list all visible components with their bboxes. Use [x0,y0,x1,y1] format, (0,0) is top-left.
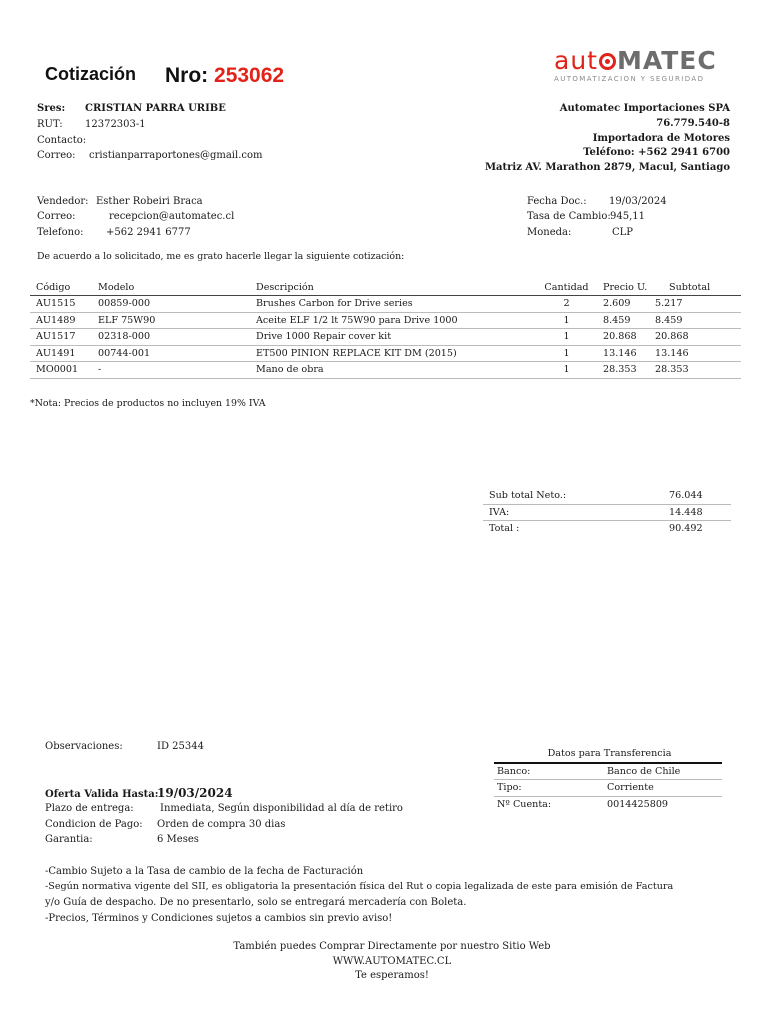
client-email: cristianparraportones@gmail.com [89,150,263,161]
company-rut: 76.779.540-8 [656,118,730,129]
company-line: Importadora de Motores [592,133,730,144]
client-email-label: Correo: [37,150,76,161]
quote-number-label: Nro: [165,64,209,87]
item-description: Drive 1000 Repair cover kit [256,331,392,343]
quote-number-value: 253062 [214,64,285,87]
document-title: Cotización [45,64,137,84]
bank-transfer-table [494,746,722,812]
subtotal-label: Sub total Neto.: [489,490,567,502]
iva-label: IVA: [489,506,510,518]
company-phone: Teléfono: +562 2941 6700 [583,147,730,158]
bank-label: Banco: [494,763,604,780]
bank-title: Datos para Transferencia [494,746,722,763]
footer-line-3: Te esperamos! [355,970,429,981]
seller-email: recepcion@automatec.cl [109,211,235,222]
account-type-row [494,780,722,797]
doc-date: 19/03/2024 [609,196,667,207]
seller-email-label: Correo: [37,211,76,222]
item-model: 02318-000 [98,331,151,343]
iva-value: 14.448 [669,506,703,518]
item-subtotal: 13.146 [655,347,689,359]
warranty-label: Garantia: [45,834,93,845]
table-row [30,296,741,313]
col-header-description: Descripción [250,279,530,296]
col-header-code: Código [30,279,92,296]
table-row [30,329,741,346]
items-table [30,279,741,379]
iva-row [483,504,731,521]
company-name: Automatec Importaciones SPA [559,103,730,114]
company-address: Matriz AV. Marathon 2879, Macul, Santiago [484,162,730,173]
totals-table [483,488,731,537]
col-header-unit-price: Precio U. [597,279,649,296]
item-unit-price: 20.868 [603,331,637,343]
account-number-row [494,796,722,812]
client-rut: 12372303-1 [85,119,146,130]
quote-number [165,64,284,88]
bank-value: Banco de Chile [604,763,722,780]
col-header-quantity: Cantidad [530,279,597,296]
item-description: Mano de obra [256,364,324,376]
item-description: Brushes Carbon for Drive series [256,298,413,310]
subtotal-value: 76.044 [669,490,703,502]
note-line: -Cambio Sujeto a la Tasa de cambio de la fecha de Facturación [45,866,364,877]
item-model: 00744-001 [98,347,151,359]
note-line: y/o Guía de despacho. De no presentarlo, solo se entregará mercadería con Boleta. [45,897,467,908]
item-unit-price: 13.146 [603,347,637,359]
seller-phone-label: Telefono: [37,227,84,238]
account-type-value: Corriente [604,780,722,797]
table-row [30,312,741,329]
footer-line-1: También puedes Comprar Directamente por nuestro Sitio Web [233,941,551,952]
observations-value: ID 25344 [157,741,204,752]
item-code: AU1491 [36,347,76,359]
item-quantity: 1 [563,314,570,326]
offer-valid-label: Oferta Valida Hasta: [45,789,159,800]
item-subtotal: 28.353 [655,364,689,376]
footer-website: WWW.AUTOMATEC.CL [332,956,452,967]
item-description: Aceite ELF 1/2 lt 75W90 para Drive 1000 [256,314,458,326]
account-type-label: Tipo: [494,780,604,797]
currency-label: Moneda: [527,227,572,238]
offer-valid-date: 19/03/2024 [157,786,233,800]
item-code: AU1517 [36,331,76,343]
client-sres-label: Sres: [37,103,66,114]
delivery-label: Plazo de entrega: [45,803,134,814]
item-quantity: 1 [563,364,570,376]
total-value: 90.492 [669,523,703,535]
table-row [30,362,741,379]
note-line: -Según normativa vigente del SII, es obligatoria la presentación física del Rut o copia legalizada de este para emisión de Factura [45,881,674,892]
col-header-subtotal: Subtotal [649,279,741,296]
payment-label: Condicion de Pago: [45,819,143,830]
item-unit-price: 8.459 [603,314,631,326]
col-header-model: Modelo [92,279,250,296]
subtotal-row [483,488,731,504]
logo-tagline: AUTOMATIZACION Y SEGURIDAD [554,75,705,83]
total-row [483,521,731,537]
seller-label: Vendedor: [37,196,89,207]
doc-date-label: Fecha Doc.: [527,196,587,207]
client-contact-label: Contacto: [37,135,87,146]
client-rut-label: RUT: [37,119,63,130]
item-code: AU1515 [36,298,76,310]
item-code: MO0001 [36,364,79,376]
item-unit-price: 28.353 [603,364,637,376]
item-unit-price: 2.609 [603,298,631,310]
item-description: ET500 PINION REPLACE KIT DM (2015) [256,347,457,359]
bank-row [494,763,722,780]
item-model: ELF 75W90 [98,314,156,326]
currency: CLP [612,227,634,238]
exchange-rate-label: Tasa de Cambio: [527,211,611,222]
item-model: 00859-000 [98,298,151,310]
account-number-value: 0014425809 [607,798,669,810]
item-subtotal: 8.459 [655,314,683,326]
seller-name: Esther Robeiri Braca [96,196,203,207]
logo-word-suffix: MATEC [616,46,717,75]
client-name: CRISTIAN PARRA URIBE [85,103,226,114]
item-code: AU1489 [36,314,76,326]
intro-text: De acuerdo a lo solicitado, me es grato hacerle llegar la siguiente cotización: [37,251,405,262]
delivery-value: Inmediata, Según disponibilidad al día de retiro [160,803,403,814]
table-row [30,345,741,362]
logo-target-icon [599,53,616,70]
item-subtotal: 5.217 [655,298,683,310]
account-number-label: Nº Cuenta: [497,798,552,810]
items-header-row [30,279,741,296]
observations-label: Observaciones: [45,741,123,752]
exchange-rate: 945,11 [610,211,645,222]
logo-word-prefix: aut [554,46,598,75]
company-logo [554,46,717,88]
item-subtotal: 20.868 [655,331,689,343]
warranty-value: 6 Meses [157,834,199,845]
tax-note: *Nota: Precios de productos no incluyen 19% IVA [30,398,266,409]
total-label: Total : [489,523,520,535]
payment-value: Orden de compra 30 dias [157,819,286,830]
item-quantity: 1 [563,347,570,359]
note-line: -Precios, Términos y Condiciones sujetos a cambios sin previo aviso! [45,913,393,924]
item-quantity: 2 [563,298,570,310]
seller-phone: +562 2941 6777 [106,227,191,238]
bank-header-row [494,746,722,763]
item-model: - [98,364,102,376]
item-quantity: 1 [563,331,570,343]
